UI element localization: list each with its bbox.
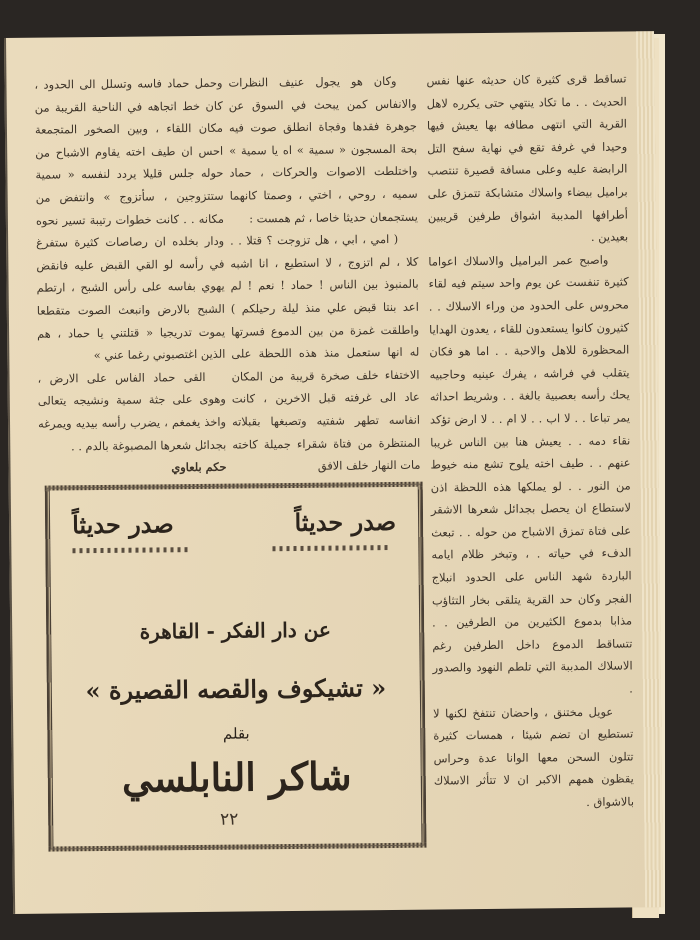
ad-heading-left: صدر حديثاً [71, 509, 174, 540]
book-advertisement [45, 482, 427, 852]
ad-book-author: شاكر النابلسي [121, 753, 352, 801]
story-paragraph: وحمل حماد فاسه وتسلل الى الحدود ، كان خط اتجاهه في الناحية القريبة من مكان اللقاء ، وبين الصخور المتجمعة احس ان طيف اخته يقاوم الاشباح من حوله جلس قليلا يردد لنفسه « سمية ستتزوجين ، سأتزوج » وانتفض من مكانه . . كانت خطوات رتيبة تسير نحوه ودار بخلده ان رصاصات كثيرة ستفرغ في رأسه لو القي القبض عليه فانقض يهوي بفاسه على رأس الشبح ، ارتطم الشبح بالارض وانبعث الصوت متقطعا يموت تدريجيا « قتلتني يا حماد ، هم الذين اغتصبوني رغما عني » [34, 75, 226, 363]
story-column-left [34, 72, 226, 481]
ad-by-label: بقلم [222, 724, 250, 743]
dotted-rule [72, 547, 190, 553]
story-column-right [426, 67, 634, 815]
story-paragraph: واصبح عمر البراميل والاسلاك اعواما كثيرة تنفست عن يوم واحد سيتم فيه لقاء محروس على الحدود من وراء الاسلاك . . كثيرون كانوا يستعدون للقاء ، يعدون الهدايا المحظورة للاهل والاحبة . . اما هو فكان يتقلب في فراشه ، يفرك عينيه وحاجبيه يحك رأسه بعصبية بالغة . . وشريط احداثه يمر تباعا . . لا اب . . لا ام . . لا ارض تؤكد نقاء دمه . . يعيش هنا بين الناس غريبا عنهم . . طيف اخته يلوح تشع منه خيوط من النور . . لو يملكها هذه اللحظة اذن لاستطاع ان يحصل بجدائل شعرها الاشقر على فتاة تمزق الاشباح من حوله . . تبعث الدفء في حياته . ، وتبخر ظلام ايامه الباردة شهد الناس على الحدود انبلاج الفجر وكان حد القرية يتلقى بخار التثاؤب مذابا بدموع الكثيرين من الطرفين . . تتساقط الدموع داخل الطرفين رغم الاسلاك المدببة التي تلطم النهود والصدور . [428, 252, 633, 696]
ad-book-title: « تشيكوف والقصه القصيرة » [85, 673, 387, 706]
story-column-middle [228, 70, 420, 479]
story-paragraph: وكان هو يجول عنيف النظرات والانفاس كمن يبحث في السوق عن جوهرة فقدها وفجاة انطلق صوت فيه بحة المسجون « سمية » اه يا سمية » واختلطت الاصوات والحركات ، حماد سميه ، روحي ، اختي ، وصمتا كانهما يستجمعان حديثا خاصا ، ثم همست : [228, 73, 418, 226]
page-number: ٢٢ [219, 809, 239, 830]
ad-publisher: عن دار الفكر - القاهرة [139, 617, 331, 644]
story-paragraph: عويل مختنق ، واحضان تنتفخ لكنها لا تستطيع ان تضم شيئا ، همسات كثيرة تتلون السحن معها الوانا عدة وحراس يقظون همهم الاكبر ان لا تتأثر الاسلاك بالاشواق . [433, 704, 635, 809]
story-paragraph: ( امي ، ابي ، هل تزوجت ؟ قتلا . . كلا ، لم اتزوج ، لا استطيع ، انا اشبه بالمنبوذ بين الناس ! حماد ! نعم ! لم اعد بنتا قبض علي منذ ليلة رحيلكم ) واطلقت غمزة من بين الدموع فسرتها له انها ستعمل منذ هذه اللحظة على الاختفاء خلف صخرة قريبة من المكان عاد الى غرفته قبل الاخرين ، كانت انفاسه تطهر شفتيه وتصبغها بقبلاته المنتظرة من فتاة شقراء جميلة كاخته مات النهار خلف الافق [230, 232, 421, 473]
magazine-page [4, 31, 663, 914]
story-paragraph: القى حماد الفاس على الارض ، وهوى على جثة سمية ونشيجه يتعالى واخذ يغمغم ، يضرب رأسه بيديه ويمرغه بجدائل شعرها المصبوغة بالدم . . [37, 369, 227, 453]
author-signature: حكم بلعاوي [171, 459, 227, 475]
story-paragraph: تساقط قرى كثيرة كان حديثه عنها نفس الحديث . . ما تكاد ينتهي حتى يكرره لاهل القرية التي انتهى مطافه بها يعيش فيها وحيدا في غرفة تقع في نهاية سفح التل الرابضة عليه وعلى مسافة قصيرة تنتصب براميل بيضاء واسلاك متشابكة تتمزق على أطرافها المدببة اشواق طرفين قريبين بعيدين . [426, 71, 629, 245]
dotted-rule [272, 545, 390, 551]
ad-heading-right: صدر حديثاً [294, 506, 397, 537]
